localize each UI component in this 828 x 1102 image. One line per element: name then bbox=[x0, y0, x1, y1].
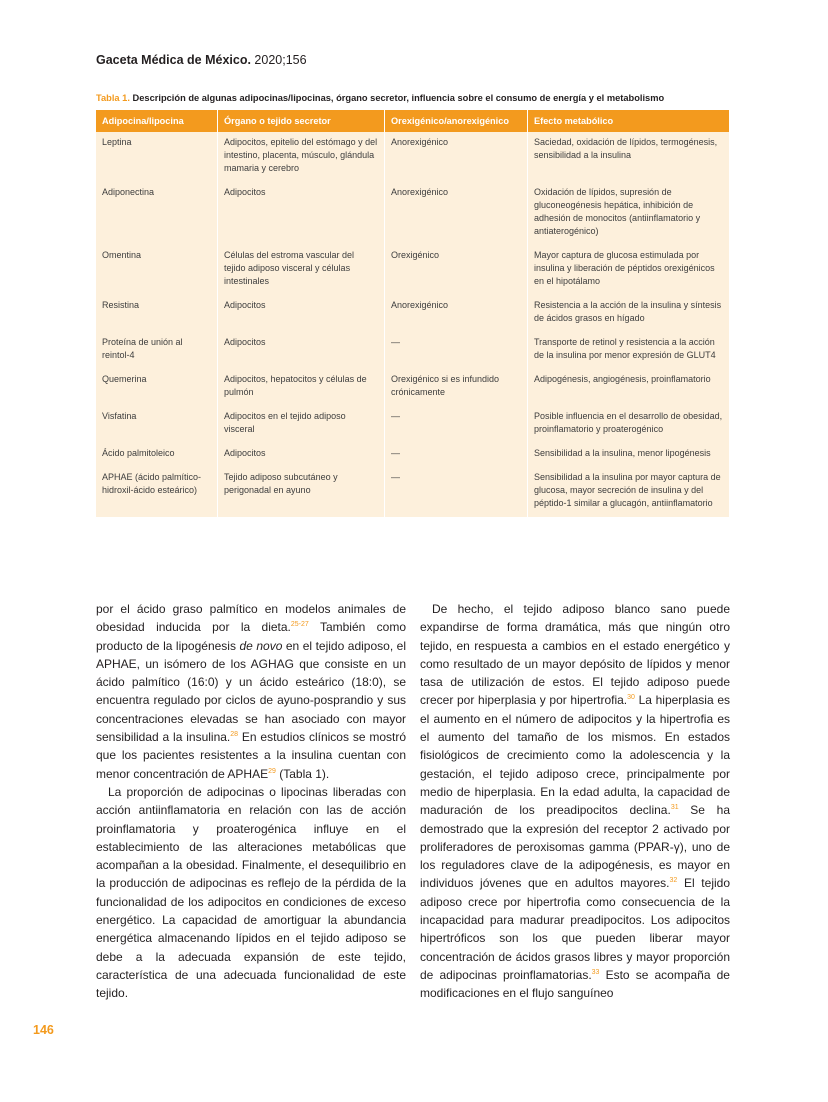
cell-name: Resistina bbox=[96, 295, 218, 332]
table-row bbox=[96, 406, 729, 443]
text-run: En estudios clínicos se mostró que los pacientes resistentes a la insulina cuentan con menor concentración de APHAE bbox=[96, 730, 407, 781]
cell-orexigenic: — bbox=[385, 467, 528, 517]
cell-effect: Sensibilidad a la insulina, menor lipogénesis bbox=[528, 443, 730, 467]
cell-organ: Adipocitos bbox=[218, 332, 385, 369]
text-run: en el tejido adiposo, el APHAE, un isómero de los AGHAG que consiste en un ácido palmítico (16:0) y un ácido esteárico (18:0), se encuentra regulado por ciclos de ayuno-posprandio y sus concentraciones elevadas se han asociado con mayor sensibilidad a la insulina. bbox=[96, 638, 407, 745]
journal-name: Gaceta Médica de México. bbox=[96, 53, 251, 67]
cell-effect: Mayor captura de glucosa estimulada por insulina y liberación de péptidos orexigénicos en el hipotálamo bbox=[528, 245, 730, 295]
text-run: por el ácido graso palmítico en modelos animales de obesidad inducida por la dieta. bbox=[96, 602, 406, 635]
cell-name: Quemerina bbox=[96, 369, 218, 406]
text-run: La hiperplasia es el aumento en el número de adipocitos y la hipertrofia es el aumento del tamaño de los mismos. En estados fisiológicos de crecimiento como la adolescencia y la gestación, el tejido adiposo crece, principalmente por medio de hiperplasia. En la edad adulta, la capacidad de maduración de los preadipocitos declina. bbox=[420, 693, 730, 818]
citation-ref[interactable]: 32 bbox=[669, 877, 678, 885]
cell-name: Adiponectina bbox=[96, 182, 218, 245]
cell-name: Leptina bbox=[96, 132, 218, 182]
cell-orexigenic: Orexigénico si es infundido crónicamente bbox=[385, 369, 528, 406]
paragraph bbox=[96, 600, 406, 783]
cell-name: Omentina bbox=[96, 245, 218, 295]
column-header: Adipocina/lipocina bbox=[96, 110, 218, 132]
text-run: Esto se acompaña de modificaciones en el flujo sanguíneo bbox=[420, 967, 730, 1001]
table-label: Tabla 1. bbox=[96, 93, 130, 103]
cell-organ: Adipocitos, hepatocitos y células de pulmón bbox=[218, 369, 385, 406]
cell-effect: Posible influencia en el desarrollo de obesidad, proinflamatorio y proaterogénico bbox=[528, 406, 730, 443]
cell-organ: Adipocitos en el tejido adiposo visceral bbox=[218, 406, 385, 443]
text-run: De hecho, el tejido adiposo blanco sano puede expandirse de forma dramática, más que ningún otro tejido, en respuesta a cambios en el estado energético y como resultado de un mayor depósito de lípidos y menor tasa de utilización de estos. El tejido adiposo puede crecer por hiperplasia y por hipertrofia. bbox=[420, 602, 730, 708]
column-header: Efecto metabólico bbox=[528, 110, 730, 132]
cell-orexigenic: Anorexigénico bbox=[385, 132, 528, 182]
cell-name: Proteína de unión al reintol-4 bbox=[96, 332, 218, 369]
cell-organ: Adipocitos bbox=[218, 443, 385, 467]
page-number: 146 bbox=[33, 1023, 54, 1037]
adipokine-table bbox=[96, 110, 729, 517]
citation-ref[interactable]: 30 bbox=[627, 694, 635, 702]
cell-name: Visfatina bbox=[96, 406, 218, 443]
cell-orexigenic: Anorexigénico bbox=[385, 295, 528, 332]
cell-orexigenic: — bbox=[385, 443, 528, 467]
citation-ref[interactable]: 31 bbox=[670, 804, 679, 812]
table-row bbox=[96, 443, 729, 467]
column-header: Orexigénico/anorexigénico bbox=[385, 110, 528, 132]
cell-effect: Oxidación de lípidos, supresión de gluconeogénesis hepática, inhibición de adhesión de monocitos (antiinflamatorio y antiaterogénico) bbox=[528, 182, 730, 245]
table-row bbox=[96, 295, 729, 332]
text-run: El tejido adiposo crece por hipertrofia como consecuencia de la incapacidad para madurar preadipocitos. Los adipocitos hipertróficos son los que pueden liberar mayor concentración de ácidos grasos libres y mayor proporción de adipocinas proinflamatorias. bbox=[420, 876, 730, 982]
cell-effect: Transporte de retinol y resistencia a la acción de la insulina por menor expresión de GLUT4 bbox=[528, 332, 730, 369]
citation-ref[interactable]: 25-27 bbox=[290, 621, 309, 629]
cell-effect: Resistencia a la acción de la insulina y síntesis de ácidos grasos en hígado bbox=[528, 295, 730, 332]
table-row bbox=[96, 245, 729, 295]
cell-orexigenic: Anorexigénico bbox=[385, 182, 528, 245]
italic-term: de novo bbox=[239, 638, 283, 653]
left-text-column bbox=[96, 600, 406, 1003]
table-row bbox=[96, 332, 729, 369]
cell-organ: Adipocitos, epitelio del estómago y del intestino, placenta, músculo, glándula mamaria y cerebro bbox=[218, 132, 385, 182]
citation-ref[interactable]: 33 bbox=[591, 968, 600, 976]
cell-orexigenic: — bbox=[385, 406, 528, 443]
citation-ref[interactable]: 29 bbox=[268, 767, 276, 775]
cell-organ: Tejido adiposo subcutáneo y perigonadal en ayuno bbox=[218, 467, 385, 517]
column-header: Órgano o tejido secretor bbox=[218, 110, 385, 132]
table-header-row bbox=[96, 110, 729, 132]
cell-organ: Adipocitos bbox=[218, 295, 385, 332]
cell-effect: Sensibilidad a la insulina por mayor captura de glucosa, mayor secreción de insulina y del péptido-1 similar a glucagón, antiinflamatorio bbox=[528, 467, 730, 517]
table-row bbox=[96, 467, 729, 517]
cell-organ: Adipocitos bbox=[218, 182, 385, 245]
cell-orexigenic: Orexigénico bbox=[385, 245, 528, 295]
journal-volume: 2020;156 bbox=[254, 53, 307, 67]
table-row bbox=[96, 132, 729, 182]
cell-effect: Saciedad, oxidación de lípidos, termogénesis, sensibilidad a la insulina bbox=[528, 132, 730, 182]
right-text-column bbox=[420, 600, 730, 1003]
text-run: (Tabla 1). bbox=[275, 766, 330, 781]
table-row bbox=[96, 182, 729, 245]
paragraph bbox=[420, 600, 730, 1003]
cell-effect: Adipogénesis, angiogénesis, proinflamatorio bbox=[528, 369, 730, 406]
citation-ref[interactable]: 28 bbox=[230, 731, 239, 739]
text-run: También como producto de la lipogénesis bbox=[96, 620, 406, 653]
cell-orexigenic: — bbox=[385, 332, 528, 369]
table-caption bbox=[96, 93, 736, 103]
cell-organ: Células del estroma vascular del tejido adiposo visceral y células intestinales bbox=[218, 245, 385, 295]
table-row bbox=[96, 369, 729, 406]
table-title: Descripción de algunas adipocinas/lipocinas, órgano secretor, influencia sobre el consumo de energía y el metabolismo bbox=[132, 93, 665, 103]
text-run: Se ha demostrado que la expresión del receptor 2 activado por proliferadores de peroxisomas gamma (PPAR-γ), uno de los reguladores clave de la adipogénesis, es mayor en individuos jóvenes que en adultos mayores. bbox=[420, 803, 730, 891]
running-head bbox=[96, 53, 307, 67]
paragraph: La proporción de adipocinas o lipocinas liberadas con acción antiinflamatoria en relación con las de acción proinflamatoria y proaterogénica influye en el establecimiento de las alteraciones metabólicas que acompañan a la obesidad. Finalmente, el desequilibrio en la producción de adipocinas es reflejo de la pérdida de la funcionalidad de los adipocitos en condiciones de exceso energético. La capacidad de amortiguar la abundancia energética almacenando lípidos en el tejido adiposo se debe a la adecuada expansión de este tejido, característica de una adecuada funcionalidad de este tejido. bbox=[96, 784, 406, 1001]
cell-name: APHAE (ácido palmítico-hidroxil-ácido esteárico) bbox=[96, 467, 218, 517]
cell-name: Ácido palmitoleico bbox=[96, 443, 218, 467]
